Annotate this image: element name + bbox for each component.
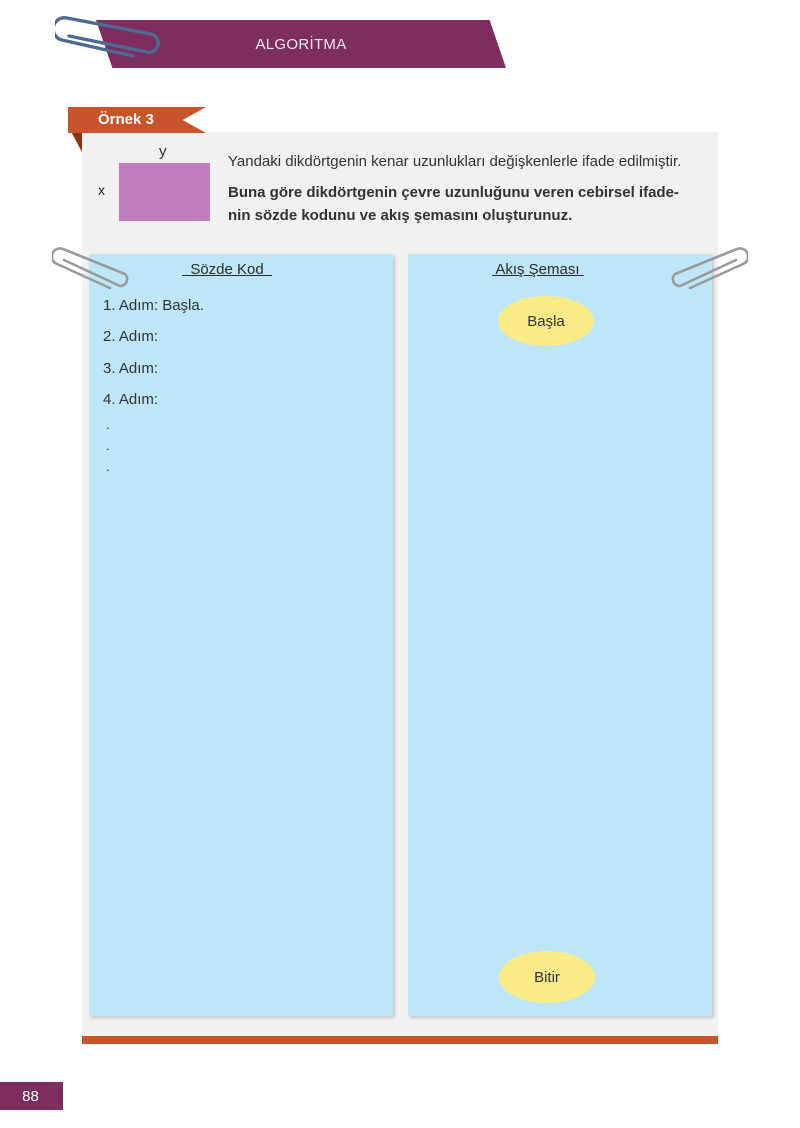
pseudocode-step: 2. Adım: [103, 328, 159, 345]
rectangle-height-label: x [98, 182, 105, 198]
ellipsis-dot: . [106, 459, 110, 474]
rectangle-figure [119, 163, 210, 221]
ellipsis-dot: . [106, 438, 110, 453]
question-instruction-line1: Buna göre dikdörtgenin çevre uzunluğunu veren cebirsel ifade- [228, 184, 679, 201]
flowchart-end-terminal: Bitir [499, 951, 595, 1003]
rectangle-width-label: y [159, 143, 167, 160]
paperclip-icon [55, 14, 160, 66]
pseudocode-step: 4. Adım: [103, 391, 159, 408]
ellipsis-dot: . [106, 417, 110, 432]
paperclip-icon [670, 244, 748, 290]
pseudocode-step: 3. Adım: [103, 360, 159, 377]
example-tag-label: Örnek 3 [98, 111, 154, 128]
pseudocode-title: Sözde Kod [182, 261, 273, 278]
footer-rule [82, 1036, 718, 1044]
chapter-title: ALGORİTMA [255, 35, 347, 53]
pseudocode-step: 1. Adım: Başla. [103, 297, 204, 314]
flowchart-start-terminal: Başla [498, 296, 594, 346]
flowchart-column [408, 254, 712, 1016]
flowchart-title: Akış Şeması [492, 261, 584, 278]
question-text: Yandaki dikdörtgenin kenar uzunlukları değişkenlerle ifade edilmiştir. [228, 153, 682, 170]
page-number: 88 [22, 1087, 39, 1105]
paperclip-icon [52, 244, 130, 290]
question-instruction-line2: nin sözde kodunu ve akış şemasını oluşturunuz. [228, 207, 573, 224]
